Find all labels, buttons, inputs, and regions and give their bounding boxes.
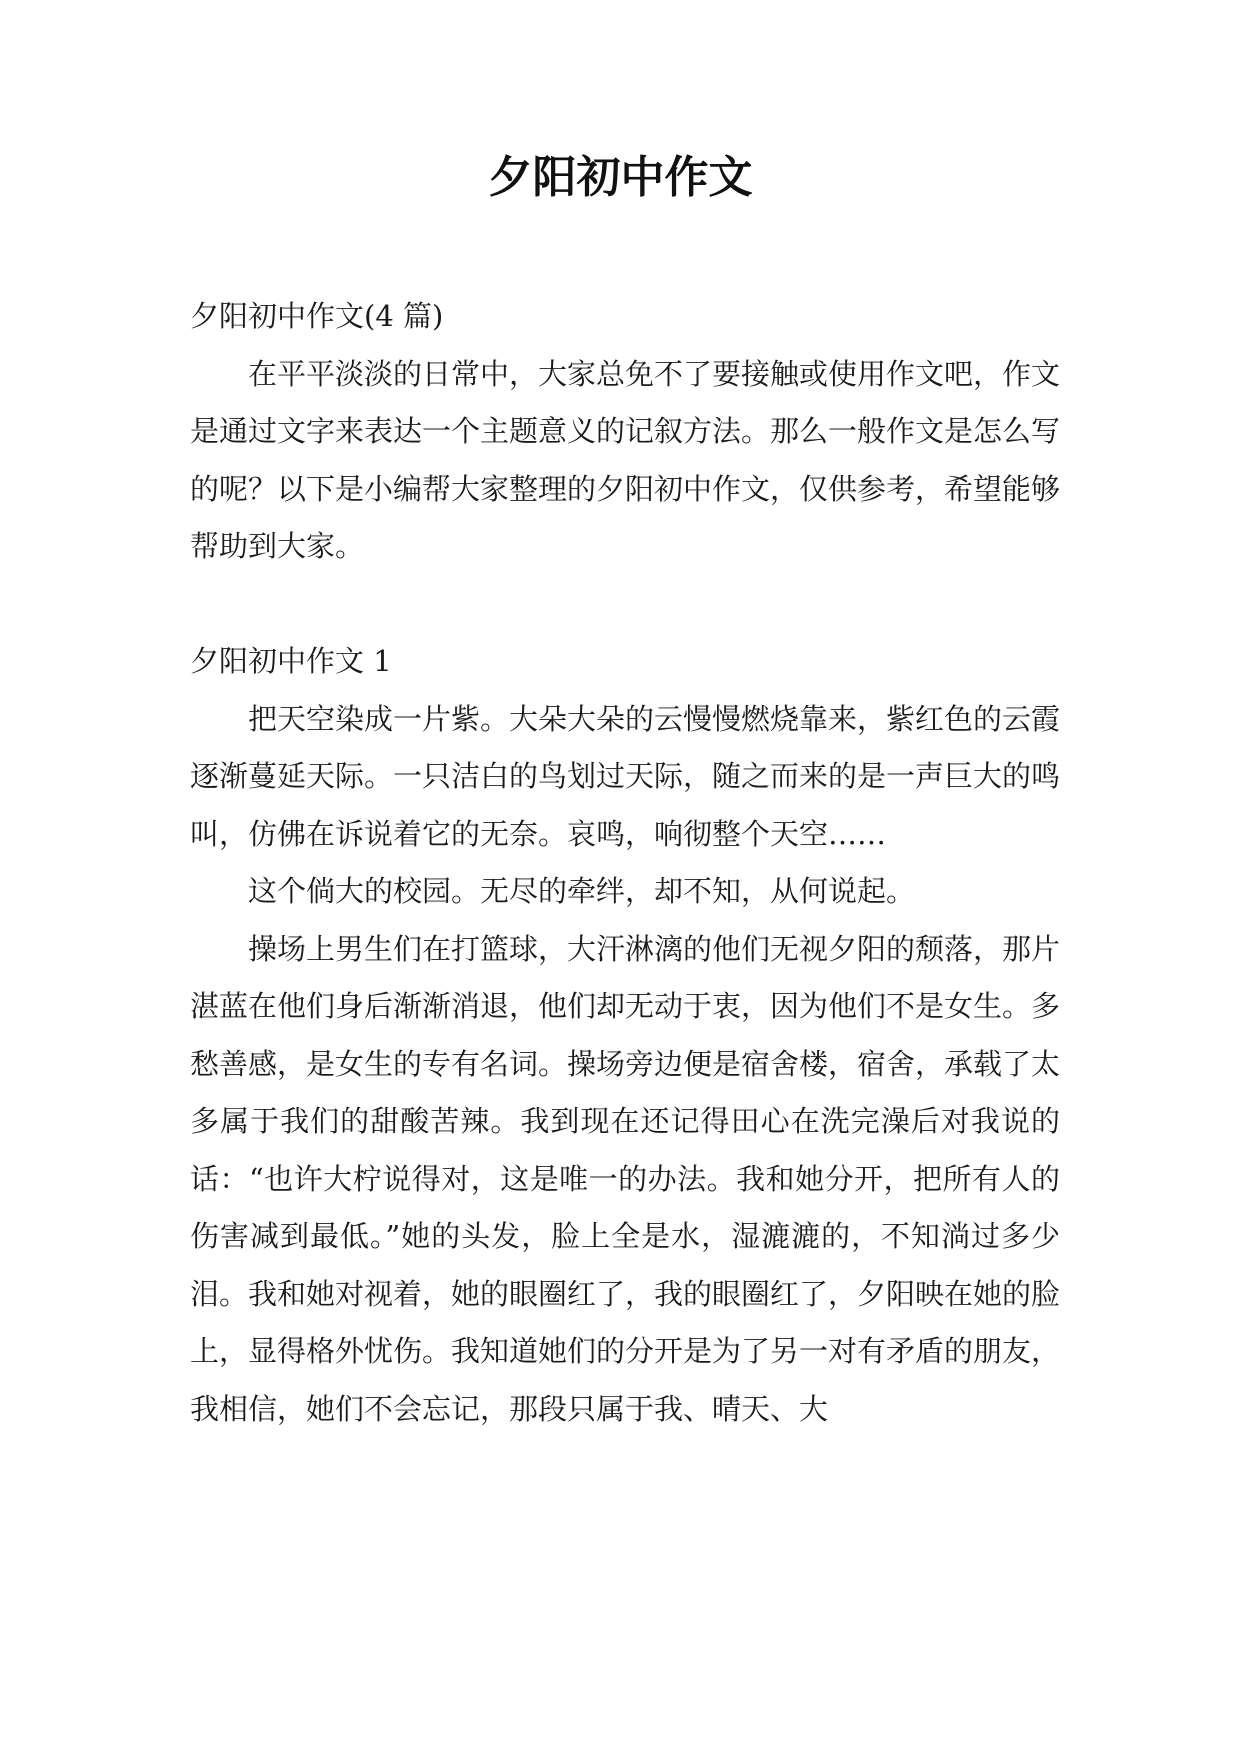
intro-paragraph: 在平平淡淡的日常中，大家总免不了要接触或使用作文吧，作文是通过文字来表达一个主题意义的记叙方法。那么一般作文是怎么写的呢？以下是小编帮大家整理的夕阳初中作文，仅供参考，希望能够帮助到大家。 <box>190 356 1061 563</box>
body-paragraph: 操场上男生们在打篮球，大汗淋漓的他们无视夕阳的颓落，那片湛蓝在他们身后渐渐消退，他们却无动于衷，因为他们不是女生。多愁善感，是女生的专有名词。操场旁边便是宿舍楼，宿舍，承载了太多属于我们的甜酸苦辣。我到现在还记得田心在洗完澡后对我说的话：“也许大柠说得对，这是唯一的办法。我和她分开，把所有人的伤害减到最低。”她的头发，脸上全是水，湿漉漉的，不知淌过多少泪。我和她对视着，她的眼圈红了，我的眼圈红了，夕阳映在她的脸上，显得格外忧伤。我知道她们的分开是为了另一对有矛盾的朋友，我相信，她们不会忘记，那段只属于我、晴天、大 <box>190 931 1061 1426</box>
body-paragraph: 这个倘大的校园。无尽的牵绊，却不知，从何说起。 <box>248 874 916 908</box>
section-gap <box>190 576 1060 634</box>
body-paragraph: 把天空染成一片紫。大朵大朵的云慢慢燃烧靠来，紫红色的云霞逐渐蔓延天际。一只洁白的鸟划过天际，随之而来的是一声巨大的鸣叫，仿佛在诉说着它的无奈。哀鸣，响彻整个天空…… <box>190 701 1061 851</box>
section-heading: 夕阳初中作文 1 <box>190 644 392 678</box>
intro-heading: 夕阳初中作文(4 篇) <box>190 299 444 333</box>
document-body <box>190 288 1060 1438</box>
document-title: 夕阳初中作文 <box>488 152 753 203</box>
